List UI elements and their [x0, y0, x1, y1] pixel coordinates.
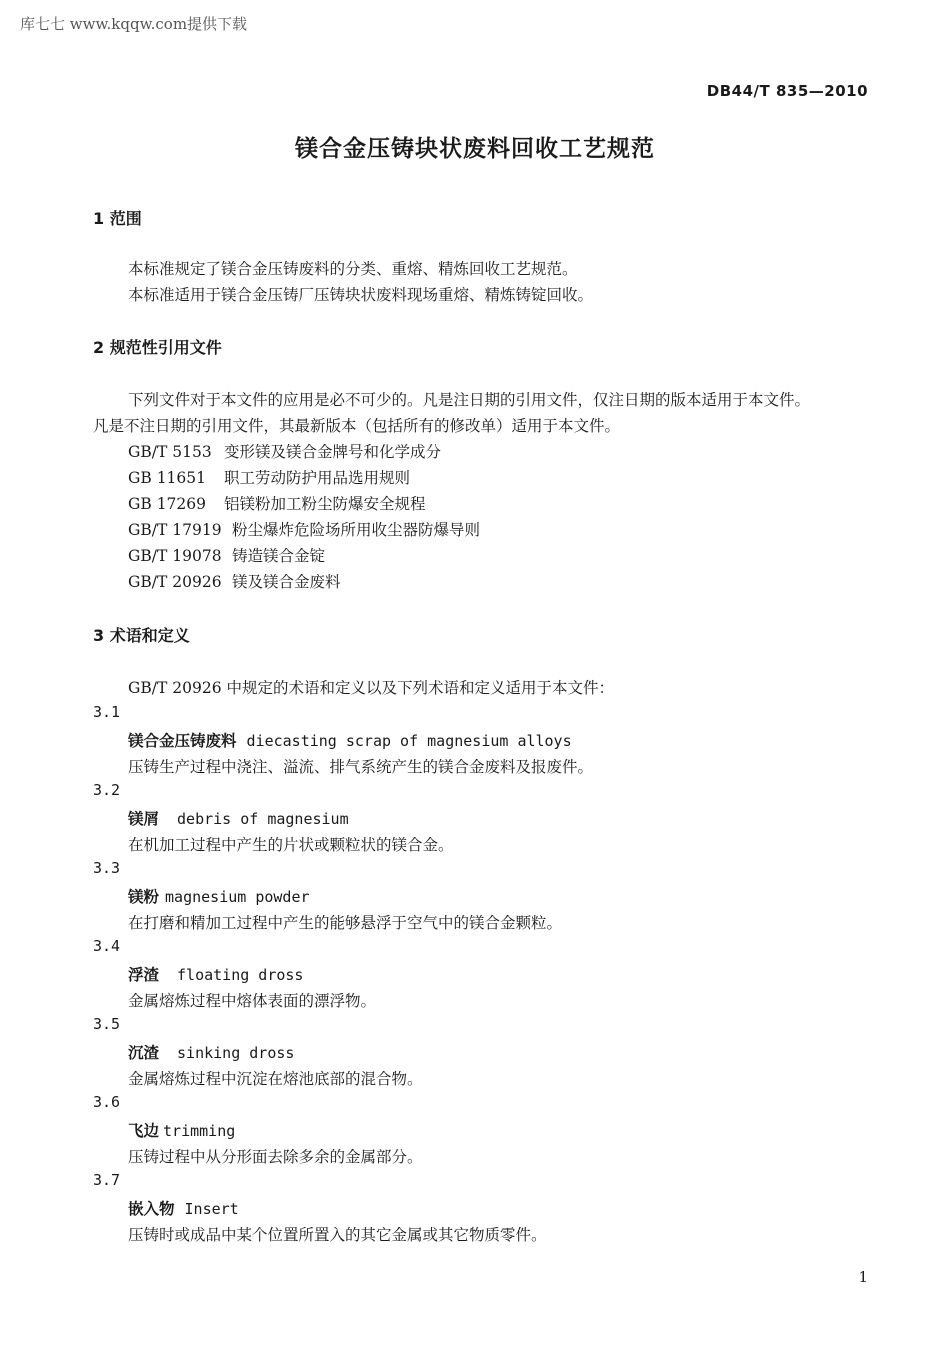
section-2-heading: 2 规范性引用文件 [93, 338, 222, 357]
term-english: trimming [163, 1122, 236, 1140]
term-definition: 金属熔炼过程中沉淀在熔池底部的混合物。 [128, 1070, 423, 1088]
reference-item [128, 570, 341, 592]
watermark: 库七七 www.kqqw.com提供下载 [20, 15, 248, 33]
term-definition: 在打磨和精加工过程中产生的能够悬浮于空气中的镁合金颗粒。 [128, 914, 563, 932]
reference-name: 粉尘爆炸危险场所用收尘器防爆导则 [232, 521, 481, 539]
term-english: debris of magnesium [177, 810, 349, 828]
standard-number: DB44/T 835—2010 [706, 82, 868, 100]
reference-code: GB/T 17919 [128, 521, 222, 539]
reference-item [128, 492, 426, 514]
term-english: magnesium powder [165, 888, 310, 906]
term-title [128, 885, 310, 907]
term-chinese: 镁屑 [128, 810, 160, 828]
term-number: 3.2 [93, 781, 121, 799]
reference-item [128, 440, 441, 462]
term-number: 3.3 [93, 859, 121, 877]
term-definition: 压铸时或成品中某个位置所置入的其它金属或其它物质零件。 [128, 1226, 547, 1244]
term-title [128, 729, 572, 751]
term-title [128, 1197, 239, 1219]
section-2-paragraph-line-2: 凡是不注日期的引用文件，其最新版本（包括所有的修改单）适用于本文件。 [93, 417, 621, 435]
reference-code: GB/T 20926 [128, 573, 222, 591]
term-english: floating dross [177, 966, 304, 984]
reference-name: 镁及镁合金废料 [232, 573, 341, 591]
term-chinese: 镁粉 [128, 888, 160, 906]
reference-name: 铝镁粉加工粉尘防爆安全规程 [224, 495, 426, 513]
term-chinese: 沉渣 [128, 1044, 160, 1062]
term-number: 3.4 [93, 937, 121, 955]
section-3-intro: GB/T 20926 中规定的术语和定义以及下列术语和定义适用于本文件： [128, 679, 614, 697]
reference-code: GB 17269 [128, 495, 207, 513]
section-2-paragraph-line-1: 下列文件对于本文件的应用是必不可少的。凡是注日期的引用文件，仅注日期的版本适用于本文件。 [128, 391, 811, 409]
term-english: sinking dross [177, 1044, 295, 1062]
term-chinese: 嵌入物 [128, 1200, 175, 1218]
term-number: 3.7 [93, 1171, 121, 1189]
term-definition: 压铸生产过程中浇注、溢流、排气系统产生的镁合金废料及报废件。 [128, 758, 594, 776]
section-1-paragraph-1: 本标准规定了镁合金压铸废料的分类、重熔、精炼回收工艺规范。 [128, 260, 578, 278]
reference-name: 职工劳动防护用品选用规则 [224, 469, 411, 487]
document-title: 镁合金压铸块状废料回收工艺规范 [295, 136, 655, 162]
term-chinese: 飞边 [128, 1122, 160, 1140]
reference-code: GB 11651 [128, 469, 207, 487]
term-chinese: 浮渣 [128, 966, 160, 984]
reference-code: GB/T 5153 [128, 443, 212, 461]
term-definition: 压铸过程中从分形面去除多余的金属部分。 [128, 1148, 423, 1166]
term-chinese: 镁合金压铸废料 [128, 732, 237, 750]
section-1-paragraph-2: 本标准适用于镁合金压铸厂压铸块状废料现场重熔、精炼铸锭回收。 [128, 286, 594, 304]
reference-code: GB/T 19078 [128, 547, 222, 565]
term-number: 3.5 [93, 1015, 121, 1033]
term-definition: 金属熔炼过程中熔体表面的漂浮物。 [128, 992, 377, 1010]
term-title [128, 1041, 294, 1063]
section-1-heading: 1 范围 [93, 209, 142, 228]
term-definition: 在机加工过程中产生的片状或颗粒状的镁合金。 [128, 836, 454, 854]
term-english: diecasting scrap of magnesium alloys [246, 732, 572, 750]
term-number: 3.1 [93, 703, 121, 721]
reference-item [128, 544, 325, 566]
term-title [128, 963, 303, 985]
term-title [128, 1119, 235, 1141]
section-3-heading: 3 术语和定义 [93, 626, 190, 645]
reference-item [128, 466, 410, 488]
term-english: Insert [184, 1200, 239, 1218]
reference-item [128, 518, 480, 540]
reference-name: 变形镁及镁合金牌号和化学成分 [224, 443, 442, 461]
term-title [128, 807, 349, 829]
page-number: 1 [858, 1268, 868, 1286]
reference-name: 铸造镁合金锭 [232, 547, 326, 565]
term-number: 3.6 [93, 1093, 121, 1111]
